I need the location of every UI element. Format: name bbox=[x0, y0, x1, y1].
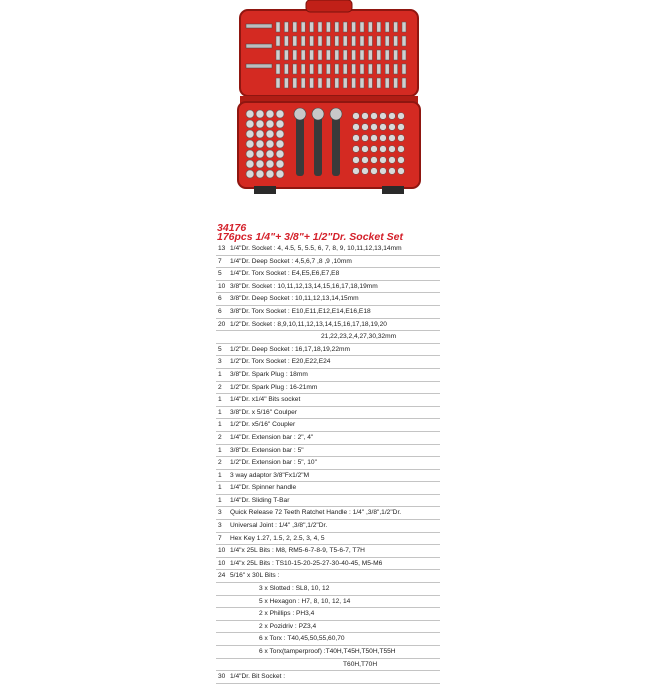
socket bbox=[266, 120, 274, 128]
spec-qty: 5 bbox=[218, 270, 222, 278]
socket bbox=[380, 124, 387, 131]
spec-row bbox=[216, 256, 440, 269]
ratchet-head bbox=[330, 108, 342, 120]
spec-row bbox=[216, 633, 440, 646]
spec-text: 1/4"Dr. Spinner handle bbox=[230, 484, 297, 492]
bit-tool bbox=[318, 36, 322, 46]
spec-row bbox=[216, 621, 440, 634]
spec-text: 1/2"Dr. Torx Socket : E20,E22,E24 bbox=[230, 358, 331, 366]
socket bbox=[276, 160, 284, 168]
spec-text: 2 x Phillips : PH3,4 bbox=[259, 610, 315, 618]
spec-row bbox=[216, 558, 440, 571]
spec-text: 1/2"Dr. Spark Plug : 16-21mm bbox=[230, 383, 318, 391]
spec-row bbox=[216, 608, 440, 621]
spec-qty: 10 bbox=[218, 282, 226, 290]
bit-tool bbox=[293, 64, 297, 74]
bit-tool bbox=[394, 78, 398, 88]
spec-row bbox=[216, 659, 440, 672]
spec-text: 1/4"Dr. Sliding T-Bar bbox=[230, 496, 290, 504]
socket bbox=[246, 110, 254, 118]
bit-tool bbox=[385, 36, 389, 46]
spec-text: 3 way adaptor 3/8"Fx1/2"M bbox=[230, 471, 310, 479]
spec-qty: 1 bbox=[218, 370, 222, 378]
spec-text: Hex Key 1.27, 1.5, 2, 2.5, 3, 4, 5 bbox=[230, 534, 325, 542]
bit-tool bbox=[310, 50, 314, 60]
spec-text: 3/8"Dr. Torx Socket : E10,E11,E12,E14,E16,E18 bbox=[230, 307, 371, 315]
spec-qty: 7 bbox=[218, 257, 222, 265]
spec-qty: 6 bbox=[218, 307, 222, 315]
spec-qty: 7 bbox=[218, 534, 222, 542]
bit-tool bbox=[343, 64, 347, 74]
bit-tool bbox=[343, 78, 347, 88]
spec-row bbox=[216, 520, 440, 533]
bit-tool bbox=[360, 22, 364, 32]
bit-tool bbox=[352, 78, 356, 88]
spec-qty: 10 bbox=[218, 547, 226, 555]
socket bbox=[276, 150, 284, 158]
bit-tool bbox=[394, 22, 398, 32]
bit-tool bbox=[402, 22, 406, 32]
spec-text: 3/8"Dr. x 5/16" Coulper bbox=[230, 408, 297, 416]
bit-tool bbox=[284, 36, 288, 46]
spec-qty: 3 bbox=[218, 358, 222, 366]
socket bbox=[380, 113, 387, 120]
spec-row bbox=[216, 293, 440, 306]
bit-tool bbox=[301, 22, 305, 32]
bit-tool bbox=[368, 78, 372, 88]
socket bbox=[362, 146, 369, 153]
bit-tool bbox=[343, 50, 347, 60]
socket bbox=[398, 168, 405, 175]
socket bbox=[389, 124, 396, 131]
spec-row bbox=[216, 243, 440, 256]
spec-qty: 1 bbox=[218, 421, 222, 429]
case-foot-right bbox=[382, 186, 404, 194]
bit-tool bbox=[402, 64, 406, 74]
bit-tool bbox=[335, 22, 339, 32]
spec-text: 3/8"Dr. Spark Plug : 18mm bbox=[230, 370, 308, 378]
spec-row bbox=[216, 319, 440, 332]
spec-row bbox=[216, 407, 440, 420]
spec-text: 3/8"Dr. Socket : 10,11,12,13,14,15,16,17,18,19mm bbox=[230, 282, 378, 290]
spec-row bbox=[216, 382, 440, 395]
bit-tool bbox=[368, 50, 372, 60]
case-foot-left bbox=[254, 186, 276, 194]
socket bbox=[353, 168, 360, 175]
socket bbox=[371, 124, 378, 131]
socket bbox=[266, 140, 274, 148]
socket bbox=[276, 130, 284, 138]
spec-text: Universal Joint : 1/4" ,3/8",1/2"Dr. bbox=[230, 522, 328, 530]
bit-tool bbox=[394, 36, 398, 46]
bit-tool bbox=[360, 36, 364, 46]
socket bbox=[389, 168, 396, 175]
spec-qty: 6 bbox=[218, 295, 222, 303]
bit-tool bbox=[318, 78, 322, 88]
bit-tool bbox=[293, 50, 297, 60]
socket bbox=[256, 150, 264, 158]
product-code: 34176 bbox=[217, 222, 247, 234]
spec-text: 5/16" x 30L Bits : bbox=[230, 572, 280, 580]
spec-text: 21,22,23,2,4,27,30,32mm bbox=[321, 333, 397, 341]
spec-row bbox=[216, 545, 440, 558]
socket bbox=[380, 146, 387, 153]
bit-tool bbox=[326, 50, 330, 60]
bit-tool bbox=[318, 22, 322, 32]
spec-text: 1/4"Dr. Torx Socket : E4,E5,E6,E7,E8 bbox=[230, 270, 340, 278]
socket bbox=[389, 146, 396, 153]
socket bbox=[362, 168, 369, 175]
bit-tool bbox=[377, 78, 381, 88]
bit-tool bbox=[326, 36, 330, 46]
socket bbox=[256, 110, 264, 118]
bit-tool bbox=[310, 36, 314, 46]
spec-row bbox=[216, 394, 440, 407]
socket bbox=[256, 140, 264, 148]
socket bbox=[276, 110, 284, 118]
product-title: 176pcs 1/4"+ 3/8"+ 1/2"Dr. Socket Set bbox=[217, 231, 403, 243]
socket bbox=[398, 113, 405, 120]
spec-row bbox=[216, 646, 440, 659]
spec-text: 1/2"Dr. Socket : 8,9,10,11,12,13,14,15,16,17,18,19,20 bbox=[230, 320, 387, 328]
bit-tool bbox=[276, 50, 280, 60]
socket bbox=[371, 157, 378, 164]
socket bbox=[276, 120, 284, 128]
bit-tool bbox=[352, 36, 356, 46]
spec-row bbox=[216, 470, 440, 483]
socket bbox=[266, 110, 274, 118]
spec-list bbox=[216, 243, 440, 684]
bit-tool bbox=[377, 22, 381, 32]
spec-row bbox=[216, 306, 440, 319]
socket bbox=[398, 157, 405, 164]
bit-tool bbox=[335, 36, 339, 46]
bit-tool bbox=[385, 22, 389, 32]
bit-tool bbox=[402, 50, 406, 60]
spec-row bbox=[216, 671, 440, 684]
socket bbox=[371, 146, 378, 153]
bit-tool bbox=[276, 64, 280, 74]
bit-tool bbox=[335, 50, 339, 60]
bit-tool bbox=[326, 64, 330, 74]
socket bbox=[380, 157, 387, 164]
ratchet-head bbox=[294, 108, 306, 120]
product-photo bbox=[236, 0, 422, 200]
bit-tool bbox=[284, 50, 288, 60]
bit-tool bbox=[293, 36, 297, 46]
socket bbox=[362, 113, 369, 120]
spec-text: 1/4"Dr. x1/4" Bits socket bbox=[230, 396, 301, 404]
spec-row bbox=[216, 596, 440, 609]
spec-row bbox=[216, 268, 440, 281]
socket bbox=[246, 140, 254, 148]
spec-row bbox=[216, 583, 440, 596]
bit-tool bbox=[377, 64, 381, 74]
spec-qty: 1 bbox=[218, 471, 222, 479]
socket bbox=[246, 150, 254, 158]
socket bbox=[353, 135, 360, 142]
socket bbox=[362, 135, 369, 142]
spec-qty: 3 bbox=[218, 522, 222, 530]
bit-tool bbox=[360, 50, 364, 60]
spec-text: 1/4"Dr. Extension bar : 2", 4" bbox=[230, 433, 314, 441]
socket bbox=[380, 168, 387, 175]
socket bbox=[256, 120, 264, 128]
spec-row bbox=[216, 533, 440, 546]
spec-qty: 1 bbox=[218, 496, 222, 504]
bit-tool bbox=[368, 36, 372, 46]
bit-tool bbox=[394, 64, 398, 74]
spec-qty: 5 bbox=[218, 345, 222, 353]
bit-tool bbox=[368, 22, 372, 32]
bit-tool bbox=[310, 22, 314, 32]
socket bbox=[246, 160, 254, 168]
spec-text: T60H,T70H bbox=[343, 660, 378, 668]
socket bbox=[256, 160, 264, 168]
socket bbox=[256, 130, 264, 138]
spec-text: 1/4"x 25L Bits : TS10-15-20-25-27-30-40-45, M5-M6 bbox=[230, 559, 383, 567]
spec-row bbox=[216, 344, 440, 357]
bit-tool bbox=[310, 64, 314, 74]
extension-bar bbox=[246, 64, 272, 68]
bit-tool bbox=[301, 36, 305, 46]
socket bbox=[266, 170, 274, 178]
bit-tool bbox=[385, 64, 389, 74]
socket bbox=[398, 146, 405, 153]
spec-text: 1/2"Dr. x5/16" Coupler bbox=[230, 421, 296, 429]
spec-text: 1/2"Dr. Deep Socket : 16,17,18,19,22mm bbox=[230, 345, 350, 353]
socket bbox=[353, 113, 360, 120]
socket bbox=[266, 130, 274, 138]
spec-row bbox=[216, 482, 440, 495]
bit-tool bbox=[343, 22, 347, 32]
bit-tool bbox=[377, 36, 381, 46]
spec-qty: 13 bbox=[218, 245, 226, 252]
bit-tool bbox=[360, 64, 364, 74]
bit-tool bbox=[352, 22, 356, 32]
bit-tool bbox=[368, 64, 372, 74]
ratchet-head bbox=[312, 108, 324, 120]
spec-row bbox=[216, 369, 440, 382]
spec-row bbox=[216, 445, 440, 458]
socket bbox=[353, 146, 360, 153]
socket bbox=[380, 135, 387, 142]
bit-tool bbox=[293, 78, 297, 88]
bit-tool bbox=[385, 78, 389, 88]
socket bbox=[389, 113, 396, 120]
bit-tool bbox=[343, 36, 347, 46]
spec-text: 1/4"x 25L Bits : M8, RM5-6-7-8-9, T5-6-7, T7H bbox=[230, 547, 365, 555]
bit-tool bbox=[301, 64, 305, 74]
spec-qty: 1 bbox=[218, 408, 222, 416]
spec-row bbox=[216, 281, 440, 294]
spec-qty: 24 bbox=[218, 572, 226, 580]
socket bbox=[246, 120, 254, 128]
socket bbox=[256, 170, 264, 178]
socket bbox=[276, 170, 284, 178]
bit-tool bbox=[335, 64, 339, 74]
bit-tool bbox=[276, 78, 280, 88]
socket bbox=[276, 140, 284, 148]
bit-tool bbox=[385, 50, 389, 60]
spec-qty: 2 bbox=[218, 459, 222, 467]
spec-row bbox=[216, 331, 440, 344]
bit-tool bbox=[301, 78, 305, 88]
socket bbox=[353, 157, 360, 164]
bit-tool bbox=[284, 64, 288, 74]
spec-text: 2 x Pozidriv : PZ3,4 bbox=[259, 622, 317, 630]
bit-tool bbox=[352, 50, 356, 60]
bit-tool bbox=[352, 64, 356, 74]
bit-tool bbox=[276, 36, 280, 46]
spec-text: 1/4"Dr. Socket : 4, 4.5, 5, 5.5, 6, 7, 8, 9, 10,11,12,13,14mm bbox=[230, 245, 402, 252]
socket bbox=[362, 124, 369, 131]
spec-row bbox=[216, 457, 440, 470]
spec-qty: 30 bbox=[218, 673, 226, 681]
socket bbox=[371, 168, 378, 175]
spec-text: 5 x Hexagon : H7, 8, 10, 12, 14 bbox=[259, 597, 351, 605]
socket bbox=[389, 157, 396, 164]
case-handle bbox=[306, 0, 352, 12]
spec-qty: 10 bbox=[218, 559, 226, 567]
socket bbox=[398, 124, 405, 131]
bit-tool bbox=[377, 50, 381, 60]
bit-tool bbox=[326, 78, 330, 88]
spec-qty: 1 bbox=[218, 446, 222, 454]
spec-row bbox=[216, 507, 440, 520]
spec-qty: 3 bbox=[218, 509, 222, 517]
spec-text: Quick Release 72 Teeth Ratchet Handle : 1/4" ,3/8",1/2"Dr. bbox=[230, 509, 402, 517]
bit-tool bbox=[318, 50, 322, 60]
extension-bar bbox=[246, 44, 272, 48]
socket bbox=[371, 135, 378, 142]
extension-bar bbox=[246, 24, 272, 28]
socket bbox=[246, 170, 254, 178]
spec-text: 6 x Torx(tamperproof) :T40H,T45H,T50H,T55H bbox=[259, 648, 396, 655]
bit-tool bbox=[394, 50, 398, 60]
spec-text: 3/8"Dr. Deep Socket : 10,11,12,13,14,15mm bbox=[230, 295, 359, 303]
spec-row bbox=[216, 570, 440, 583]
spec-qty: 1 bbox=[218, 396, 222, 404]
bit-tool bbox=[402, 36, 406, 46]
bit-tool bbox=[301, 50, 305, 60]
socket bbox=[266, 150, 274, 158]
spec-row bbox=[216, 495, 440, 508]
socket bbox=[371, 113, 378, 120]
socket bbox=[398, 135, 405, 142]
spec-text: 1/2"Dr. Extension bar : 5", 10" bbox=[230, 459, 317, 467]
bit-tool bbox=[284, 78, 288, 88]
spec-qty: 2 bbox=[218, 383, 222, 391]
spec-row bbox=[216, 432, 440, 445]
socket bbox=[246, 130, 254, 138]
bit-tool bbox=[402, 78, 406, 88]
bit-tool bbox=[284, 22, 288, 32]
spec-row bbox=[216, 356, 440, 369]
spec-qty: 1 bbox=[218, 484, 222, 492]
bit-tool bbox=[360, 78, 364, 88]
socket bbox=[362, 157, 369, 164]
bit-tool bbox=[318, 64, 322, 74]
spec-row bbox=[216, 419, 440, 432]
spec-text: 3/8"Dr. Extension bar : 5" bbox=[230, 446, 304, 454]
spec-qty: 2 bbox=[218, 433, 222, 441]
spec-text: 6 x Torx : T40,45,50,55,60,70 bbox=[259, 635, 345, 643]
spec-text: 3 x Slotted : SL8, 10, 12 bbox=[259, 585, 330, 593]
bit-tool bbox=[310, 78, 314, 88]
socket bbox=[353, 124, 360, 131]
spec-qty: 20 bbox=[218, 320, 226, 328]
bit-tool bbox=[276, 22, 280, 32]
bit-tool bbox=[335, 78, 339, 88]
socket bbox=[266, 160, 274, 168]
bit-tool bbox=[293, 22, 297, 32]
spec-text: 1/4"Dr. Deep Socket : 4,5,6,7 ,8 ,9 ,10mm bbox=[230, 257, 352, 265]
socket bbox=[389, 135, 396, 142]
spec-text: 1/4"Dr. Bit Socket : bbox=[230, 673, 286, 681]
bit-tool bbox=[326, 22, 330, 32]
